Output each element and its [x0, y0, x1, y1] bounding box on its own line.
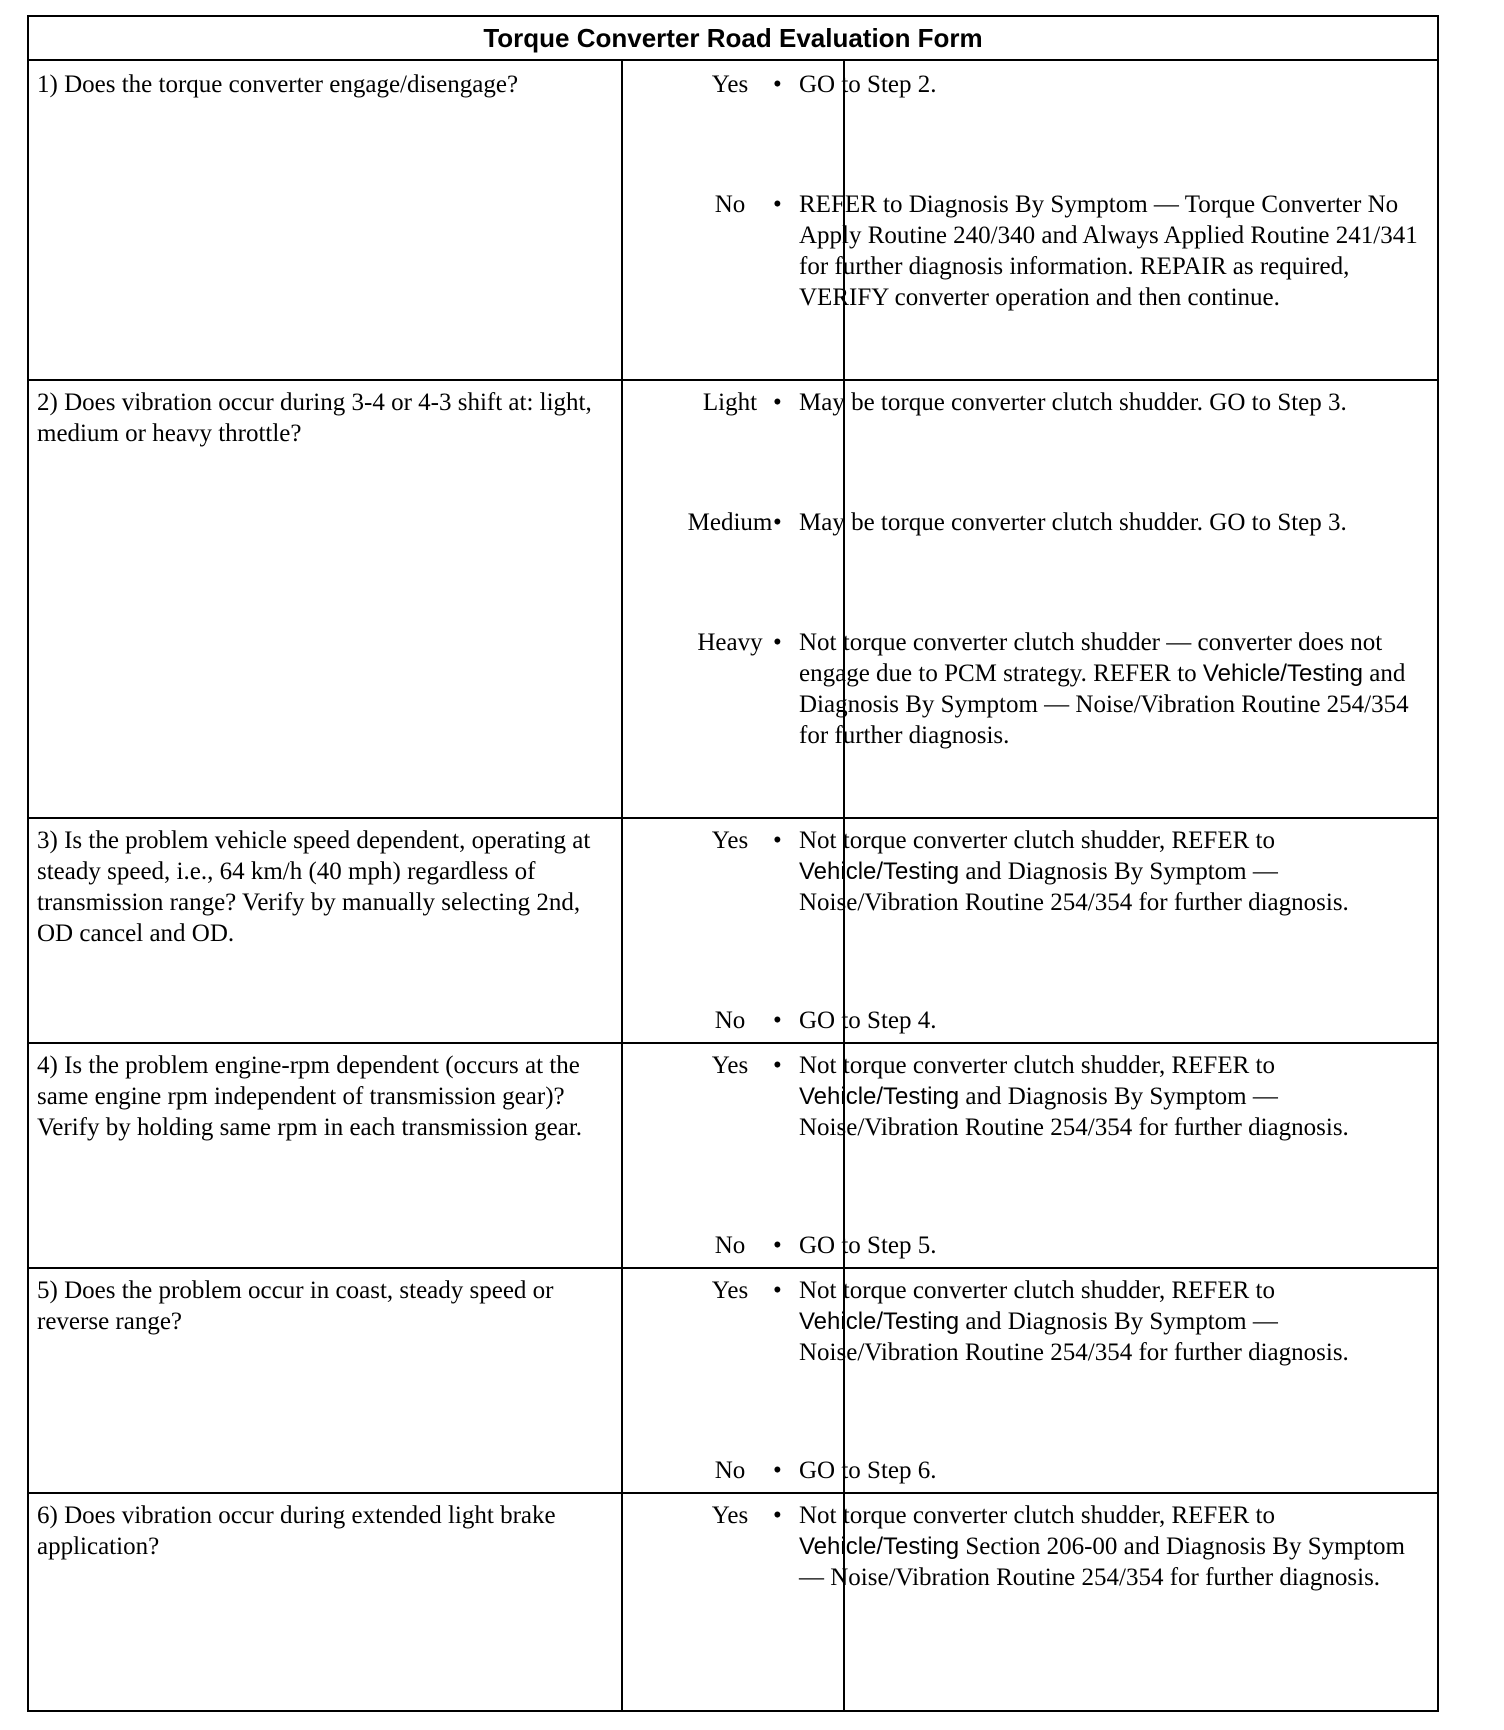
- form-title: Torque Converter Road Evaluation Form: [29, 17, 1437, 61]
- bullet: •: [773, 1277, 782, 1304]
- bullet: •: [773, 1232, 782, 1259]
- step-4-action-yes: • Not torque converter clutch shudder, REFER to Vehicle/Testing and Diagnosis By Symptom — Noise/Vibration Routine 254/354 for further diagnosis.: [773, 1052, 1349, 1141]
- row-divider-3: [29, 1042, 1437, 1044]
- bullet: •: [773, 1052, 782, 1079]
- step-2-answer-heavy: Heavy: [697, 629, 763, 656]
- vehicle-testing-reference: Vehicle/Testing: [799, 858, 960, 885]
- step-6-question: 6) Does vibration occur during extended light brake application?: [37, 1502, 556, 1560]
- step-5-question: 5) Does the problem occur in coast, steady speed or reverse range?: [37, 1277, 554, 1335]
- step-2-action-light: • May be torque converter clutch shudder. GO to Step 3.: [773, 389, 1347, 416]
- bullet: •: [773, 389, 782, 416]
- step-5-action-no: • GO to Step 6.: [773, 1457, 937, 1484]
- bullet: •: [773, 71, 782, 98]
- step-4-answer-no: No: [714, 1232, 746, 1259]
- step-2-action-medium: • May be torque converter clutch shudder. GO to Step 3.: [773, 509, 1347, 536]
- step-1-action-yes: • GO to Step 2.: [773, 71, 937, 98]
- bullet: •: [773, 629, 782, 656]
- bullet: •: [773, 1007, 782, 1034]
- step-4-action-no: • GO to Step 5.: [773, 1232, 937, 1259]
- step-1-answer-yes: Yes: [711, 71, 749, 98]
- vehicle-testing-reference: Vehicle/Testing: [799, 1533, 960, 1560]
- step-4-answer-yes: Yes: [711, 1052, 749, 1079]
- evaluation-form: [27, 15, 1439, 1712]
- step-2-action-heavy: • Not torque converter clutch shudder — converter does not engage due to PCM strategy. REFER to Vehicle/Testing and Diagnosis By Symptom — Noise/Vibration Routine 254/354 for further diagnosis.: [773, 629, 1409, 749]
- row-divider-5: [29, 1492, 1437, 1494]
- step-3-action-no: • GO to Step 4.: [773, 1007, 937, 1034]
- row-divider-1: [29, 379, 1437, 381]
- step-1-question: 1) Does the torque converter engage/disengage?: [37, 71, 519, 98]
- step-3-answer-yes: Yes: [711, 827, 749, 854]
- step-3-question: 3) Is the problem vehicle speed dependent, operating at steady speed, i.e., 64 km/h (40 mph) regardless of transmission range? Verify by manually selecting 2nd, OD cancel and OD.: [37, 827, 591, 947]
- row-divider-2: [29, 817, 1437, 819]
- bullet: •: [773, 827, 782, 854]
- step-6-answer-yes: Yes: [711, 1502, 749, 1529]
- row-divider-4: [29, 1267, 1437, 1269]
- vehicle-testing-reference: Vehicle/Testing: [799, 1308, 960, 1335]
- step-6-action-yes: • Not torque converter clutch shudder, REFER to Vehicle/Testing Section 206-00 and Diagnosis By Symptom — Noise/Vibration Routine 254/354 for further diagnosis.: [773, 1502, 1405, 1591]
- step-5-answer-yes: Yes: [711, 1277, 749, 1304]
- step-5-answer-no: No: [714, 1457, 746, 1484]
- bullet: •: [773, 1502, 782, 1529]
- step-1-answer-no: No: [714, 191, 746, 218]
- bullet: •: [773, 191, 782, 218]
- vehicle-testing-reference: Vehicle/Testing: [1202, 660, 1364, 687]
- step-2-answer-medium: Medium: [687, 509, 773, 536]
- step-3-action-yes: • Not torque converter clutch shudder, REFER to Vehicle/Testing and Diagnosis By Symptom — Noise/Vibration Routine 254/354 for further diagnosis.: [773, 827, 1349, 916]
- vehicle-testing-reference: Vehicle/Testing: [799, 1083, 960, 1110]
- step-4-question: 4) Is the problem engine-rpm dependent (occurs at the same engine rpm independent of transmission gear)? Verify by holding same rpm in each transmission gear.: [37, 1052, 583, 1141]
- step-2-question: 2) Does vibration occur during 3-4 or 4-3 shift at: light, medium or heavy throttle?: [37, 389, 592, 447]
- step-1-action-no: • REFER to Diagnosis By Symptom — Torque Converter No Apply Routine 240/340 and Always Applied Routine 241/341 for further diagnosis information. REPAIR as required, VERIFY converter operation and then continue.: [773, 191, 1418, 311]
- bullet: •: [773, 1457, 782, 1484]
- bullet: •: [773, 509, 782, 536]
- step-5-action-yes: • Not torque converter clutch shudder, REFER to Vehicle/Testing and Diagnosis By Symptom — Noise/Vibration Routine 254/354 for further diagnosis.: [773, 1277, 1349, 1366]
- step-2-answer-light: Light: [702, 389, 758, 416]
- step-3-answer-no: No: [714, 1007, 746, 1034]
